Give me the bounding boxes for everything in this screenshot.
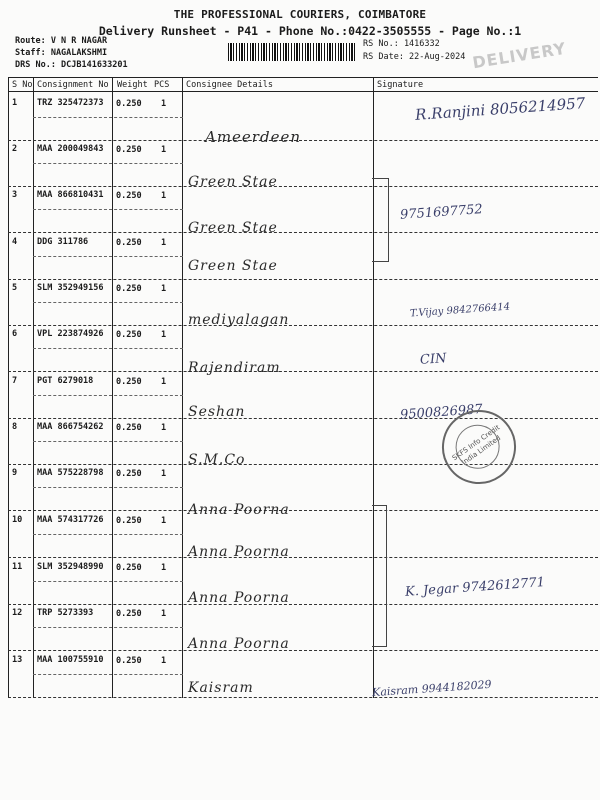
row-pcs: 1 [161,469,167,479]
company-title: THE PROFESSIONAL COURIERS, COIMBATORE [173,8,427,21]
row-separator [33,534,183,535]
delivery-stamp: DELIVERY [471,38,568,73]
row-separator [33,302,183,303]
table-header-line [8,91,598,92]
row-weight: 0.250 [116,284,142,294]
row-sno: 3 [12,190,18,200]
row-separator [8,186,598,187]
row-weight: 0.250 [116,99,142,109]
row-weight: 0.250 [116,469,142,479]
handwritten-bracket [372,505,387,647]
row-separator [33,581,183,582]
row-pcs: 1 [161,423,167,433]
row-separator [33,256,183,257]
row-consignment: TRZ 325472373 [37,98,104,108]
col-divider [112,78,113,698]
row-consignment: SLM 352949156 [37,283,104,293]
barcode [228,43,355,61]
row-separator [33,674,183,675]
signature-handwritten: 9500826987 [399,402,484,423]
row-sno: 2 [12,144,18,154]
row-pcs: 1 [161,238,167,248]
signature-handwritten: R.Ranjini 8056214957 [414,94,586,124]
row-sno: 4 [12,237,18,247]
rs-info [363,38,465,64]
row-pcs: 1 [161,563,167,573]
row-separator [8,418,598,419]
row-consignment: MAA 100755910 [37,655,104,665]
row-separator [33,348,183,349]
row-weight: 0.250 [116,330,142,340]
row-sno: 5 [12,283,18,293]
staff: Staff: NAGALAKSHMI [15,48,108,58]
runsheet-subtitle: Delivery Runsheet - P41 - Phone No.:0422-3505555 - Page No.:1 [98,24,522,38]
row-pcs: 1 [161,145,167,155]
row-separator [8,697,598,698]
row-pcs: 1 [161,330,167,340]
row-sno: 7 [12,376,18,386]
row-sno: 11 [12,562,23,572]
row-separator [8,279,598,280]
col-sno: S No [12,80,33,90]
row-consignment: MAA 575228798 [37,468,104,478]
signature-handwritten: K. Jegar 9742612771 [404,575,546,600]
row-consignment: MAA 574317726 [37,515,104,525]
company-round-stamp: SKFS Info Credit India Limited [427,395,530,498]
row-separator [33,395,183,396]
drs-number: DRS No.: DCJB141633201 [15,60,128,70]
row-weight: 0.250 [116,563,142,573]
handwritten-bracket [372,178,389,262]
row-separator [8,650,598,651]
route: Route: V N R NAGAR [15,36,108,46]
consignee-handwritten: Green Stae [188,258,278,274]
signature-handwritten: 9751697752 [399,202,484,223]
consignee-handwritten: Kaisram [188,680,254,696]
row-separator [33,441,183,442]
row-consignment: MAA 200049843 [37,144,104,154]
row-pcs: 1 [161,656,167,666]
consignee-handwritten: Anna Poorna [188,636,290,652]
row-consignment: TRP 5273393 [37,608,94,618]
row-weight: 0.250 [116,145,142,155]
row-separator [33,163,183,164]
row-consignment: MAA 866754262 [37,422,104,432]
consignee-handwritten: S.M.Co [188,452,246,468]
row-separator [8,604,598,605]
consignee-handwritten: Seshan [188,404,246,420]
row-separator [8,140,598,141]
row-weight: 0.250 [116,377,142,387]
row-separator [8,371,598,372]
consignee-handwritten: Anna Poorna [188,544,290,560]
row-pcs: 1 [161,609,167,619]
row-sno: 1 [12,98,18,108]
row-separator [33,117,183,118]
rs-number: RS No.: 1416332 [363,39,440,49]
row-pcs: 1 [161,99,167,109]
row-weight: 0.250 [116,191,142,201]
row-sno: 8 [12,422,18,432]
row-weight: 0.250 [116,423,142,433]
col-divider [33,78,34,698]
row-sno: 13 [12,655,23,665]
row-pcs: 1 [161,377,167,387]
row-weight: 0.250 [116,516,142,526]
signature-handwritten: Kaisram 9944182029 [371,677,492,700]
row-consignment: DDG 311786 [37,237,89,247]
col-consignment: Consignment No [37,80,109,90]
col-weight: Weight [117,80,148,90]
consignee-handwritten: Anna Poorna [188,502,290,518]
row-pcs: 1 [161,191,167,201]
signature-handwritten: T.Vijay 9842766414 [409,301,511,320]
col-pcs: PCS [154,80,170,90]
row-consignment: MAA 866810431 [37,190,104,200]
signature-handwritten: CIN [419,351,447,368]
consignee-handwritten: Ameerdeen [205,128,301,146]
row-separator [8,510,598,511]
row-separator [33,627,183,628]
table-top-line [8,77,598,78]
rs-date: RS Date: 22-Aug-2024 [363,52,466,62]
row-sno: 6 [12,329,18,339]
row-separator [33,487,183,488]
row-sno: 10 [12,515,23,525]
row-sno: 12 [12,608,23,618]
row-separator [8,325,598,326]
row-consignment: PGT 6279018 [37,376,94,386]
col-signature: Signature [377,80,424,90]
consignee-handwritten: Anna Poorna [188,590,290,606]
row-weight: 0.250 [116,656,142,666]
col-divider [8,78,9,698]
row-weight: 0.250 [116,238,142,248]
row-consignment: SLM 352948990 [37,562,104,572]
row-weight: 0.250 [116,609,142,619]
row-separator [8,557,598,558]
row-pcs: 1 [161,284,167,294]
consignee-handwritten: Green Stae [188,220,278,236]
row-separator [8,232,598,233]
consignee-handwritten: mediyalagan [188,312,290,328]
consignee-handwritten: Rajendiram [188,360,281,376]
col-consignee: Consignee Details [186,80,273,90]
row-pcs: 1 [161,516,167,526]
row-consignment: VPL 223874926 [37,329,104,339]
row-separator [33,209,183,210]
row-sno: 9 [12,468,18,478]
consignee-handwritten: Green Stae [188,174,278,190]
col-divider [182,78,183,698]
